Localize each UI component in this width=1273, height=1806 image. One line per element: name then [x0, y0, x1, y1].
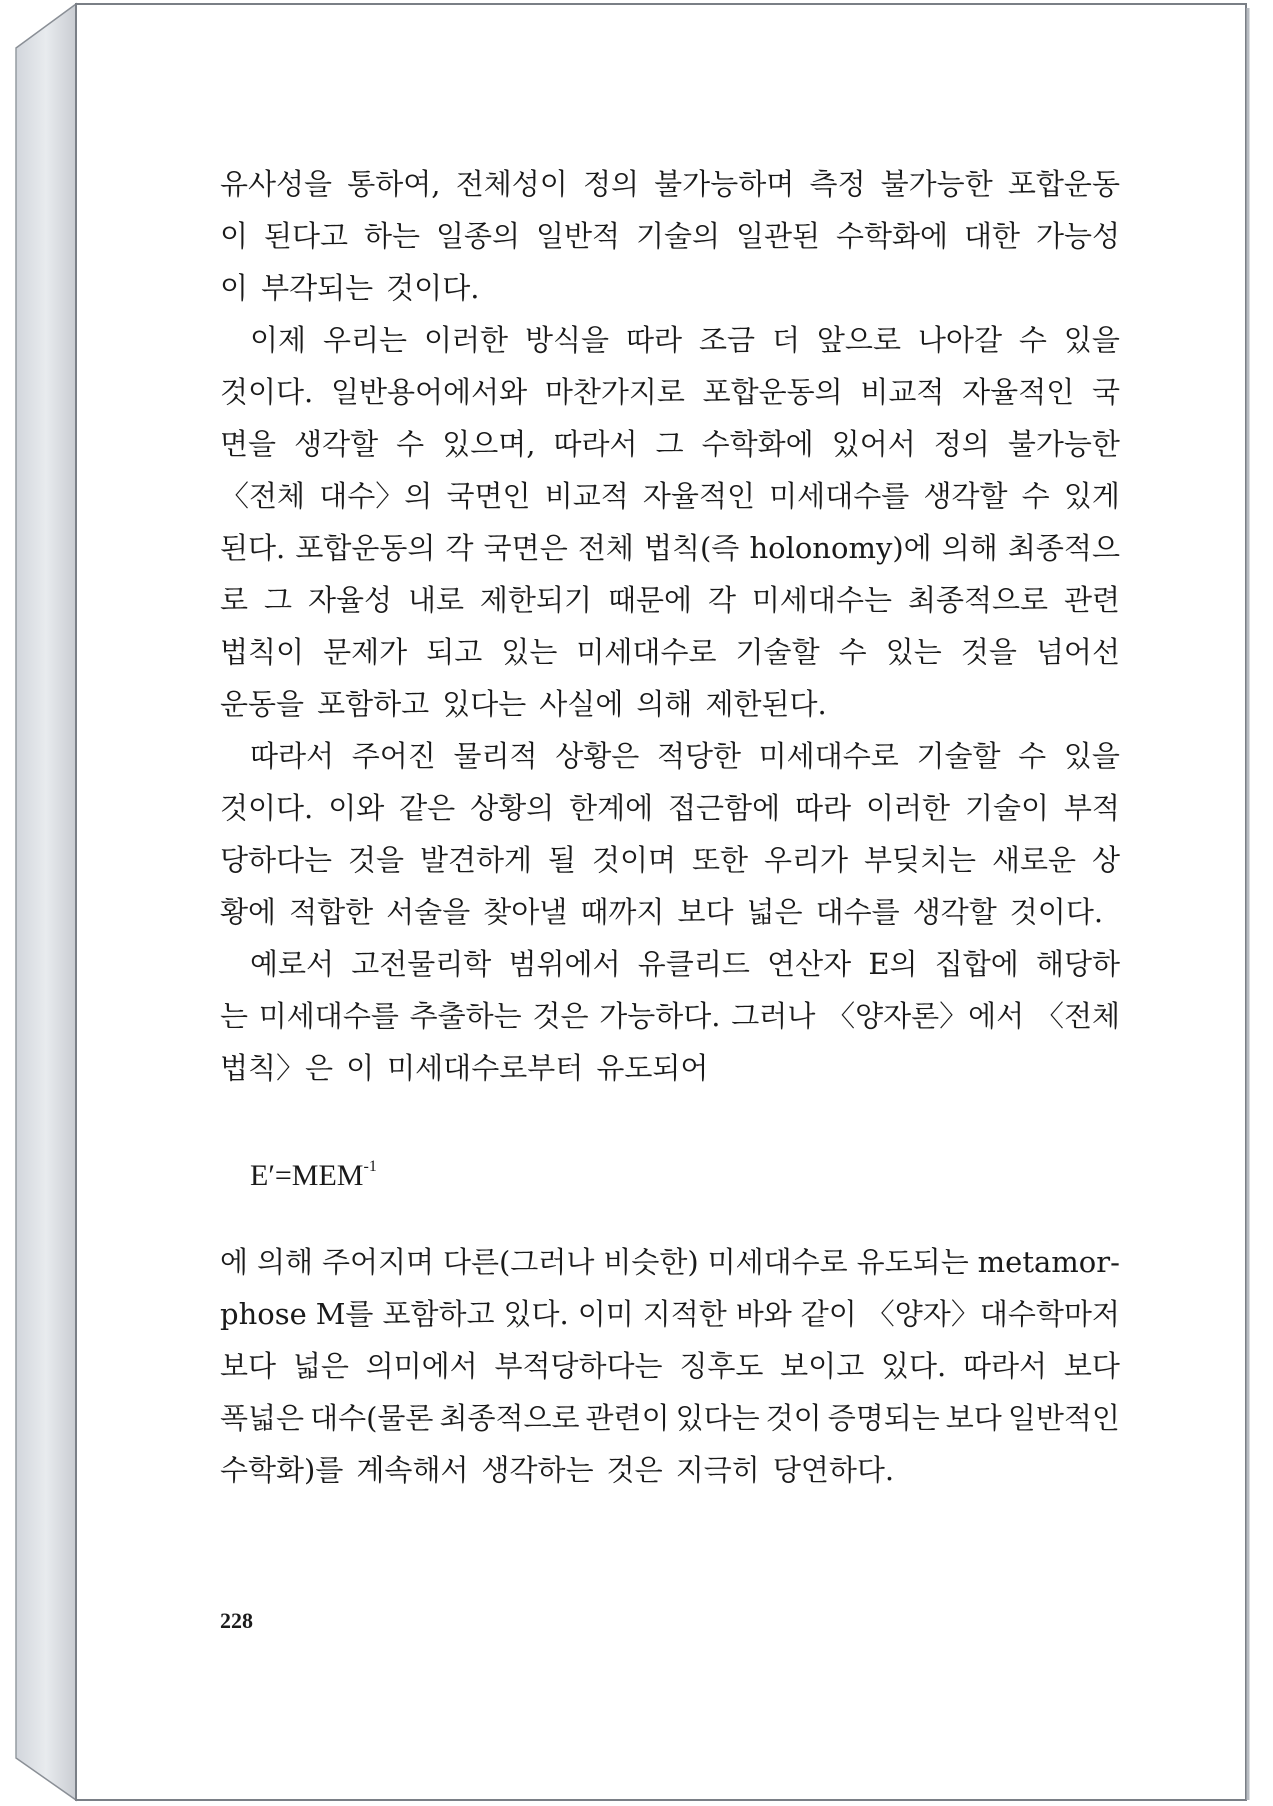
- text-line: 수학화)를 계속해서 생각하는 것은 지극히 당연하다.: [220, 1453, 895, 1487]
- text-line: 유사성을 통하여, 전체성이 정의 불가능하며 측정 불가능한 포합운동: [220, 167, 1120, 201]
- paragraphs-after-formula: [220, 1236, 1120, 1496]
- text-line: 로 그 자율성 내로 제한되기 때문에 각 미세대수는 최종적으로 관련: [220, 583, 1120, 617]
- formula-base: E′=MEM: [250, 1159, 364, 1192]
- text-line: 는 미세대수를 추출하는 것은 가능하다. 그러나 〈양자론〉에서 〈전체: [220, 999, 1120, 1033]
- paragraphs-before-formula: [220, 158, 1120, 1094]
- text-line: phose M를 포함하고 있다. 이미 지적한 바와 같이 〈양자〉대수학마저: [220, 1297, 1120, 1331]
- text-line: 〈전체 대수〉의 국면인 비교적 자율적인 미세대수를 생각할 수 있게: [220, 479, 1120, 513]
- text-line: 황에 적합한 서술을 찾아낼 때까지 보다 넓은 대수를 생각할 것이다.: [220, 895, 1104, 929]
- formula-exponent: -1: [363, 1158, 377, 1175]
- page-body: [220, 158, 1120, 1496]
- text-line: 법칙〉은 이 미세대수로부터 유도되어: [220, 1051, 709, 1085]
- text-line: 이 부각되는 것이다.: [220, 271, 480, 305]
- text-line: 된다. 포합운동의 각 국면은 전체 법칙(즉 holonomy)에 의해 최종적으: [220, 531, 1120, 565]
- text-line: 당하다는 것을 발견하게 될 것이며 또한 우리가 부딪치는 새로운 상: [220, 843, 1120, 877]
- text-line: 에 의해 주어지며 다른(그러나 비슷한) 미세대수로 유도되는 metamor-: [220, 1245, 1120, 1279]
- page-number: 228: [220, 1608, 253, 1633]
- text-line: 운동을 포함하고 있다는 사실에 의해 제한된다.: [220, 687, 827, 721]
- text-line: 것이다. 일반용어에서와 마찬가지로 포합운동의 비교적 자율적인 국: [220, 375, 1120, 409]
- text-line: 이제 우리는 이러한 방식을 따라 조금 더 앞으로 나아갈 수 있을: [250, 323, 1120, 357]
- text-line: 따라서 주어진 물리적 상황은 적당한 미세대수로 기술할 수 있을: [250, 739, 1120, 773]
- text-line: 면을 생각할 수 있으며, 따라서 그 수학화에 있어서 정의 불가능한: [220, 427, 1120, 461]
- text-line: 폭넓은 대수(물론 최종적으로 관련이 있다는 것이 증명되는 보다 일반적인: [220, 1401, 1120, 1435]
- text-line: 예로서 고전물리학 범위에서 유클리드 연산자 E의 집합에 해당하: [250, 947, 1120, 981]
- text-line: 이 된다고 하는 일종의 일반적 기술의 일관된 수학화에 대한 가능성: [220, 219, 1120, 253]
- text-line: 것이다. 이와 같은 상황의 한계에 접근함에 따라 이러한 기술이 부적: [220, 791, 1120, 825]
- formula: [220, 1146, 1120, 1206]
- text-line: 보다 넓은 의미에서 부적당하다는 징후도 보이고 있다. 따라서 보다: [220, 1349, 1120, 1383]
- text-line: 법칙이 문제가 되고 있는 미세대수로 기술할 수 있는 것을 넘어선: [220, 635, 1120, 669]
